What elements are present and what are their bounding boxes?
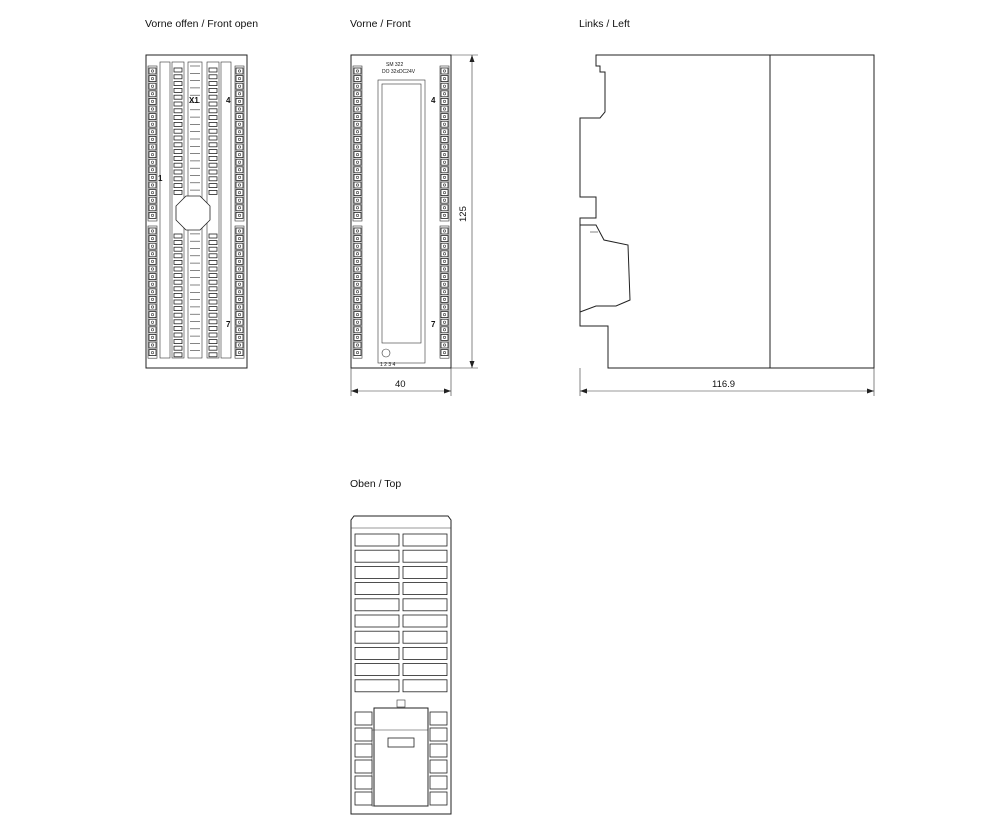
terminal-cell <box>354 274 361 280</box>
terminal-cell <box>441 342 448 348</box>
terminal-cell <box>441 319 448 325</box>
top-view <box>351 516 451 814</box>
terminal-cell <box>441 304 448 310</box>
terminal-cell <box>354 281 361 287</box>
left-view-title: Links / Left <box>579 18 630 30</box>
terminal-cell <box>354 228 361 234</box>
terminal-cell <box>441 76 448 82</box>
terminal-cell <box>354 159 361 165</box>
terminal-cell <box>236 296 243 302</box>
terminal-cell <box>441 197 448 203</box>
terminal-cell <box>441 83 448 89</box>
terminal-cell <box>354 98 361 104</box>
terminal-cell <box>236 258 243 264</box>
terminal-cell <box>149 342 156 348</box>
front-open-view <box>146 55 247 368</box>
terminal-cell <box>236 327 243 333</box>
terminal-cell <box>354 106 361 112</box>
channel-label-7: 7 <box>226 320 231 329</box>
terminal-cell <box>354 144 361 150</box>
terminal-cell <box>354 342 361 348</box>
terminal-cell <box>149 266 156 272</box>
terminal-cell <box>441 281 448 287</box>
terminal-cell <box>441 327 448 333</box>
top-view-title: Oben / Top <box>350 478 402 490</box>
terminal-cell <box>236 319 243 325</box>
terminal-cell <box>149 144 156 150</box>
depth-dimension-value: 116.9 <box>712 379 736 390</box>
front-open-left-terminals <box>148 66 157 358</box>
terminal-cell <box>236 68 243 74</box>
terminal-cell <box>354 327 361 333</box>
terminal-cell <box>236 212 243 218</box>
terminal-cell <box>441 98 448 104</box>
left-view <box>580 55 874 396</box>
terminal-cell <box>236 205 243 211</box>
terminal-cell <box>441 129 448 135</box>
terminal-cell <box>149 114 156 120</box>
channel-label-1: 1 <box>158 174 163 183</box>
terminal-cell <box>149 182 156 188</box>
terminal-cell <box>441 334 448 340</box>
terminal-cell <box>354 334 361 340</box>
terminal-cell <box>236 114 243 120</box>
front-connector-screw <box>176 196 210 230</box>
terminal-cell <box>236 342 243 348</box>
front-cover-marking-top: SM 322 <box>386 62 404 68</box>
terminal-cell <box>354 212 361 218</box>
terminal-cell <box>149 174 156 180</box>
connector-label-x1: X1 <box>189 96 199 105</box>
width-dimension-value: 40 <box>395 379 406 390</box>
terminal-cell <box>236 83 243 89</box>
terminal-cell <box>236 159 243 165</box>
terminal-cell <box>149 281 156 287</box>
terminal-cell <box>441 68 448 74</box>
top-side-slots <box>355 712 447 805</box>
terminal-cell <box>149 312 156 318</box>
front-channel-label-4: 4 <box>431 96 436 105</box>
front-view <box>351 55 478 396</box>
terminal-cell <box>354 91 361 97</box>
terminal-cell <box>354 129 361 135</box>
terminal-cell <box>441 205 448 211</box>
terminal-cell <box>441 228 448 234</box>
terminal-cell <box>441 350 448 356</box>
terminal-cell <box>441 289 448 295</box>
terminal-cell <box>354 312 361 318</box>
terminal-cell <box>236 182 243 188</box>
terminal-cell <box>441 296 448 302</box>
terminal-cell <box>149 106 156 112</box>
front-cover-marking-sub: DO 32xDC24V <box>382 69 416 75</box>
terminal-cell <box>149 274 156 280</box>
terminal-cell <box>354 121 361 127</box>
front-open-view-title: Vorne offen / Front open <box>145 18 259 30</box>
terminal-cell <box>354 289 361 295</box>
channel-label-4: 4 <box>226 96 231 105</box>
terminal-cell <box>236 251 243 257</box>
terminal-cell <box>441 152 448 158</box>
terminal-cell <box>149 83 156 89</box>
terminal-cell <box>236 243 243 249</box>
height-dimension-value: 125 <box>458 206 469 222</box>
terminal-cell <box>149 243 156 249</box>
terminal-cell <box>149 258 156 264</box>
front-channel-label-7: 7 <box>431 320 436 329</box>
terminal-cell <box>236 190 243 196</box>
terminal-cell <box>441 274 448 280</box>
terminal-cell <box>236 334 243 340</box>
terminal-cell <box>149 190 156 196</box>
terminal-cell <box>354 152 361 158</box>
terminal-cell <box>441 312 448 318</box>
terminal-cell <box>149 205 156 211</box>
terminal-cell <box>354 304 361 310</box>
terminal-cell <box>441 190 448 196</box>
terminal-cell <box>441 266 448 272</box>
terminal-cell <box>441 121 448 127</box>
terminal-cell <box>441 114 448 120</box>
terminal-cell <box>149 228 156 234</box>
terminal-cell <box>236 174 243 180</box>
terminal-cell <box>354 258 361 264</box>
terminal-cell <box>149 68 156 74</box>
terminal-cell <box>236 136 243 142</box>
terminal-cell <box>354 182 361 188</box>
din-rail-clip <box>580 225 630 312</box>
terminal-cell <box>236 274 243 280</box>
front-cover-hole <box>382 349 390 357</box>
terminal-cell <box>354 251 361 257</box>
terminal-cell <box>354 114 361 120</box>
terminal-cell <box>441 243 448 249</box>
terminal-cell <box>354 76 361 82</box>
front-open-right-terminals <box>235 66 244 358</box>
terminal-cell <box>149 76 156 82</box>
terminal-cell <box>149 197 156 203</box>
terminal-cell <box>149 236 156 242</box>
terminal-cell <box>149 289 156 295</box>
terminal-cell <box>149 296 156 302</box>
terminal-cell <box>149 136 156 142</box>
terminal-cell <box>441 236 448 242</box>
terminal-cell <box>441 182 448 188</box>
terminal-cell <box>354 174 361 180</box>
terminal-cell <box>236 266 243 272</box>
terminal-cell <box>149 159 156 165</box>
top-latch <box>388 738 414 747</box>
terminal-cell <box>354 197 361 203</box>
terminal-cell <box>236 281 243 287</box>
terminal-cell <box>354 190 361 196</box>
terminal-cell <box>149 98 156 104</box>
terminal-cell <box>354 205 361 211</box>
terminal-cell <box>149 129 156 135</box>
terminal-cell <box>354 136 361 142</box>
terminal-cell <box>149 152 156 158</box>
terminal-cell <box>354 243 361 249</box>
front-cover-marking-bottom: 1 2 3 4 <box>380 362 396 368</box>
terminal-cell <box>236 106 243 112</box>
terminal-cell <box>236 129 243 135</box>
terminal-cell <box>149 167 156 173</box>
terminal-cell <box>149 212 156 218</box>
terminal-cell <box>236 312 243 318</box>
terminal-cell <box>441 136 448 142</box>
front-view-title: Vorne / Front <box>350 18 411 30</box>
terminal-cell <box>354 350 361 356</box>
terminal-cell <box>236 98 243 104</box>
terminal-cell <box>236 91 243 97</box>
terminal-cell <box>441 212 448 218</box>
terminal-cell <box>354 68 361 74</box>
terminal-cell <box>149 91 156 97</box>
terminal-cell <box>354 167 361 173</box>
terminal-cell <box>441 251 448 257</box>
terminal-cell <box>236 121 243 127</box>
top-vent-slots <box>355 534 447 692</box>
terminal-cell <box>149 327 156 333</box>
terminal-cell <box>441 258 448 264</box>
terminal-cell <box>236 350 243 356</box>
terminal-cell <box>236 228 243 234</box>
terminal-cell <box>441 91 448 97</box>
terminal-cell <box>441 167 448 173</box>
terminal-cell <box>149 121 156 127</box>
terminal-cell <box>354 319 361 325</box>
terminal-cell <box>236 152 243 158</box>
terminal-cell <box>149 251 156 257</box>
front-left-leds <box>353 66 362 358</box>
front-right-leds <box>440 66 449 358</box>
terminal-cell <box>441 144 448 150</box>
terminal-cell <box>354 236 361 242</box>
terminal-cell <box>441 159 448 165</box>
terminal-cell <box>236 289 243 295</box>
terminal-cell <box>149 304 156 310</box>
terminal-cell <box>149 334 156 340</box>
terminal-cell <box>149 350 156 356</box>
terminal-cell <box>236 167 243 173</box>
terminal-cell <box>441 174 448 180</box>
terminal-cell <box>236 144 243 150</box>
terminal-cell <box>149 319 156 325</box>
terminal-cell <box>236 304 243 310</box>
terminal-cell <box>441 106 448 112</box>
terminal-cell <box>236 197 243 203</box>
terminal-cell <box>236 76 243 82</box>
terminal-cell <box>354 83 361 89</box>
terminal-cell <box>354 266 361 272</box>
terminal-cell <box>354 296 361 302</box>
terminal-cell <box>236 236 243 242</box>
